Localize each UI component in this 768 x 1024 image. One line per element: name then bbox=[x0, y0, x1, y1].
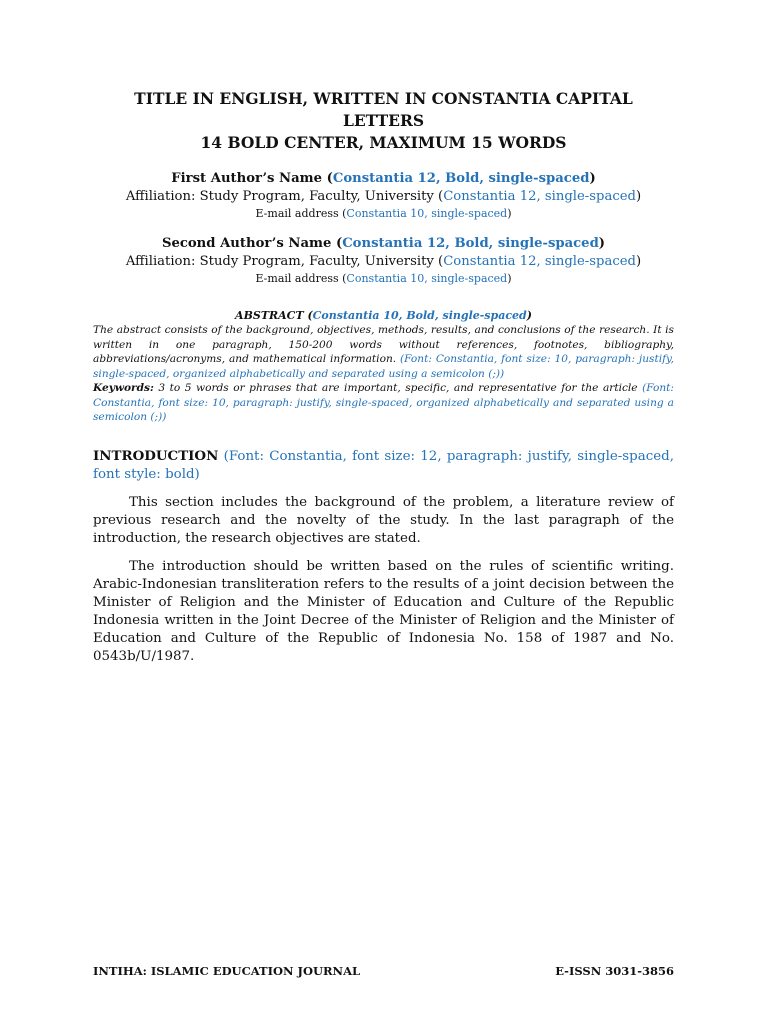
issn-number: E-ISSN 3031-3856 bbox=[555, 964, 674, 978]
author-block-2 bbox=[93, 235, 674, 286]
introduction-heading: INTRODUCTION (Font: Constantia, font size: 12, paragraph: justify, single-spaced, font style: bold) bbox=[93, 447, 674, 482]
page-footer bbox=[93, 964, 674, 978]
introduction-paragraph-1: This section includes the background of the problem, a literature review of previous research and the novelty of the study. In the last paragraph of the introduction, the research objectives are stated. bbox=[93, 494, 674, 546]
author-affiliation: Affiliation: Study Program, Faculty, University (Constantia 12, single-spaced) bbox=[125, 189, 642, 204]
author-name: Second Author’s Name (Constantia 12, Bold, single-spaced) bbox=[161, 236, 606, 251]
introduction-format-note: (Font: Constantia, font size: 12, paragraph: justify, single-spaced, font style: bold) bbox=[93, 448, 674, 482]
keywords-label: Keywords: bbox=[93, 382, 154, 394]
author-email: E-mail address (Constantia 10, single-spaced) bbox=[255, 272, 512, 285]
abstract-body: The abstract consists of the background, objectives, methods, results, and conclusions of the research. It is written in one paragraph, 150-200 words without references, footnotes, bibliography, abbreviations/acronyms, and mathematical information. (Font: Constantia, font size: 10, paragraph: justify, single-spaced, organized alphabetically and separated using a semicolon (;)) bbox=[93, 324, 674, 380]
author-email: E-mail address (Constantia 10, single-spaced) bbox=[255, 207, 512, 220]
title-line-1: TITLE IN ENGLISH, WRITTEN IN CONSTANTIA CAPITAL LETTERS bbox=[134, 89, 633, 130]
abstract-heading: ABSTRACT (Constantia 10, Bold, single-spaced) bbox=[235, 309, 532, 322]
keywords-text: 3 to 5 words or phrases that are important, specific, and representative for the article bbox=[158, 382, 638, 394]
title-line-2: 14 BOLD CENTER, MAXIMUM 15 WORDS bbox=[200, 133, 567, 152]
journal-name: INTIHA: ISLAMIC EDUCATION JOURNAL bbox=[93, 964, 361, 978]
page-title bbox=[93, 88, 674, 154]
document-page bbox=[93, 88, 674, 666]
introduction-paragraph-2: The introduction should be written based on the rules of scientific writing. Arabic-Indonesian transliteration refers to the results of a joint decision between the Minister of Religion and the Minister of Education and Culture of the Republic Indonesia written in the Joint Decree of the Minister of Religion and the Minister of Education and Culture of the Republic of Indonesia No. 158 of 1987 and No. 0543b/U/1987. bbox=[93, 558, 674, 664]
abstract-format-note: (Font: Constantia, font size: 10, paragraph: justify, single-spaced, organized alphabetically and separated using a semicolon (;)) bbox=[93, 353, 674, 380]
author-name: First Author’s Name (Constantia 12, Bold, single-spaced) bbox=[171, 171, 596, 186]
keywords bbox=[93, 381, 674, 425]
keywords-format-note: (Font: Constantia, font size: 10, paragraph: justify, single-spaced, organized alphabetically and separated using a semicolon (;)) bbox=[93, 382, 674, 423]
author-affiliation: Affiliation: Study Program, Faculty, University (Constantia 12, single-spaced) bbox=[125, 254, 642, 269]
author-block-1 bbox=[93, 170, 674, 221]
